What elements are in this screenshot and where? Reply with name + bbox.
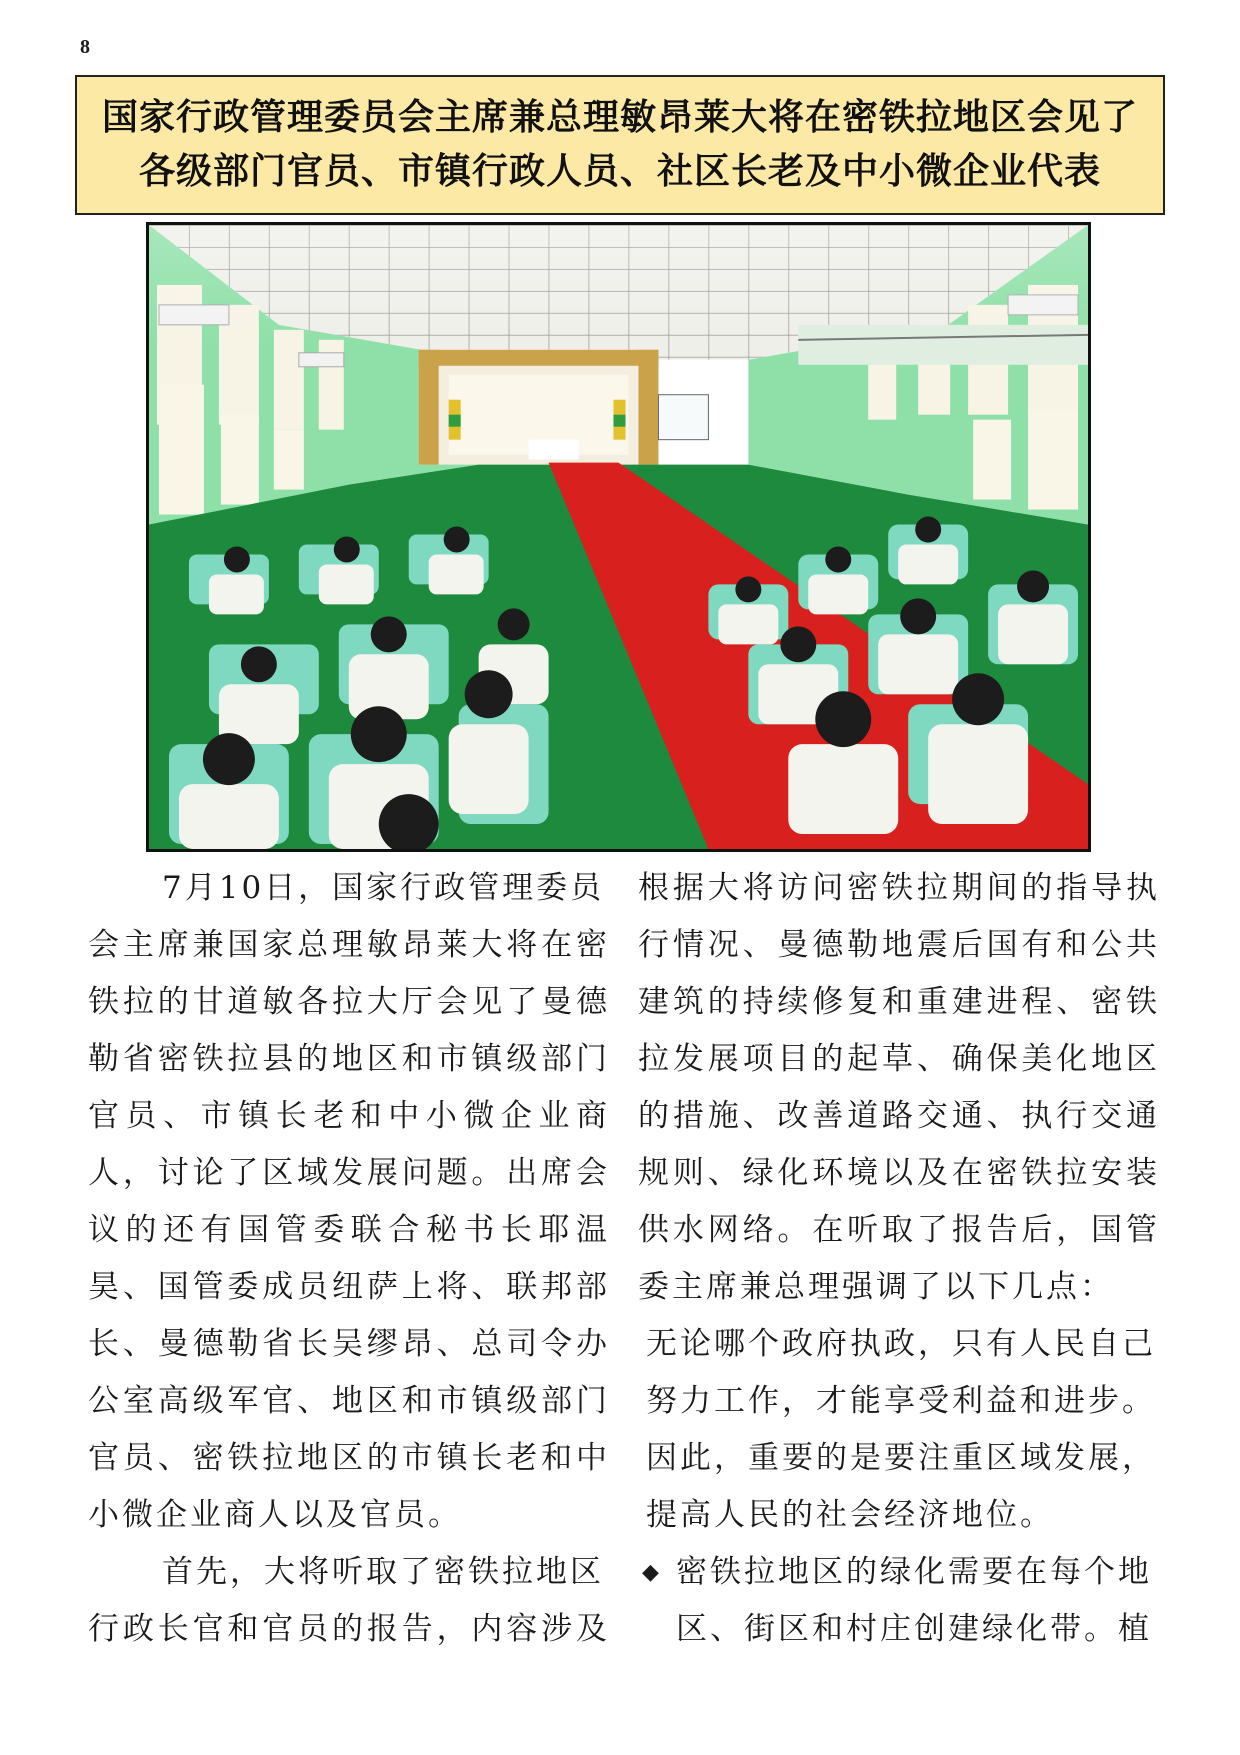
article-column-right xyxy=(638,860,1158,1658)
audience-left xyxy=(169,525,549,849)
headline-line-2: 各级部门官员、市镇行政人员、社区长老及中小微企业代表 xyxy=(138,151,1101,192)
text-line: 委主席兼总理强调了以下几点： xyxy=(638,1269,1114,1305)
text-line: 官员、密铁拉地区的市镇长老和中 xyxy=(88,1440,608,1476)
text-line: 拉发展项目的起草、确保美化地区 xyxy=(638,1041,1158,1077)
headline-line-1: 国家行政管理委员会主席兼总理敏昂莱大将在密铁拉地区会见了 xyxy=(101,97,1138,138)
article-column-left xyxy=(88,860,608,1658)
text-line: 7月10日，国家行政管理委员 xyxy=(162,870,605,906)
text-line: 人，讨论了区域发展问题。出席会 xyxy=(88,1155,608,1191)
bullet-diamond-icon: ◆ xyxy=(642,1560,659,1585)
meeting-hall-photo xyxy=(146,222,1091,852)
text-line: 行政长官和官员的报告，内容涉及 xyxy=(88,1611,608,1647)
quote-line: 努力工作，才能享受利益和进步。 xyxy=(646,1383,1156,1419)
quote-line: 提高人民的社会经济地位。 xyxy=(646,1497,1054,1533)
page-number: 8 xyxy=(80,36,90,58)
text-line: 长、曼德勒省长吴缪昂、总司令办 xyxy=(88,1326,608,1362)
bullet-line: 密铁拉地区的绿化需要在每个地 xyxy=(676,1554,1152,1590)
text-line: 会主席兼国家总理敏昂莱大将在密 xyxy=(88,927,608,963)
text-line: 议的还有国管委联合秘书长耶温 xyxy=(88,1212,608,1248)
bullet-line: 区、街区和村庄创建绿化带。植 xyxy=(676,1611,1152,1647)
text-line: 小微企业商人以及官员。 xyxy=(88,1497,462,1533)
text-line: 官员、市镇长老和中小微企业商 xyxy=(88,1098,608,1134)
text-line: 公室高级军官、地区和市镇级部门 xyxy=(88,1383,608,1419)
text-line: 昊、国管委成员纽萨上将、联邦部 xyxy=(88,1269,608,1305)
text-line: 行情况、曼德勒地震后国有和公共 xyxy=(638,927,1158,963)
quote-line: 无论哪个政府执政，只有人民自己 xyxy=(646,1326,1156,1362)
bullet-point xyxy=(638,1544,1158,1658)
meeting-hall-illustration xyxy=(149,225,1088,849)
headline-box xyxy=(75,75,1165,215)
text-line: 的措施、改善道路交通、执行交通 xyxy=(638,1098,1158,1134)
text-line: 首先，大将听取了密铁拉地区 xyxy=(162,1554,604,1590)
quote-line: 因此，重要的是要注重区域发展， xyxy=(646,1440,1156,1476)
text-line: 供水网络。在听取了报告后，国管 xyxy=(638,1212,1158,1248)
text-line: 勒省密铁拉县的地区和市镇级部门 xyxy=(88,1041,608,1077)
text-line: 根据大将访问密铁拉期间的指导执 xyxy=(638,870,1158,906)
text-line: 建筑的持续修复和重建进程、密铁 xyxy=(638,984,1158,1020)
text-line: 规则、绿化环境以及在密铁拉安装 xyxy=(638,1155,1158,1191)
text-line: 铁拉的甘道敏各拉大厅会见了曼德 xyxy=(88,984,608,1020)
